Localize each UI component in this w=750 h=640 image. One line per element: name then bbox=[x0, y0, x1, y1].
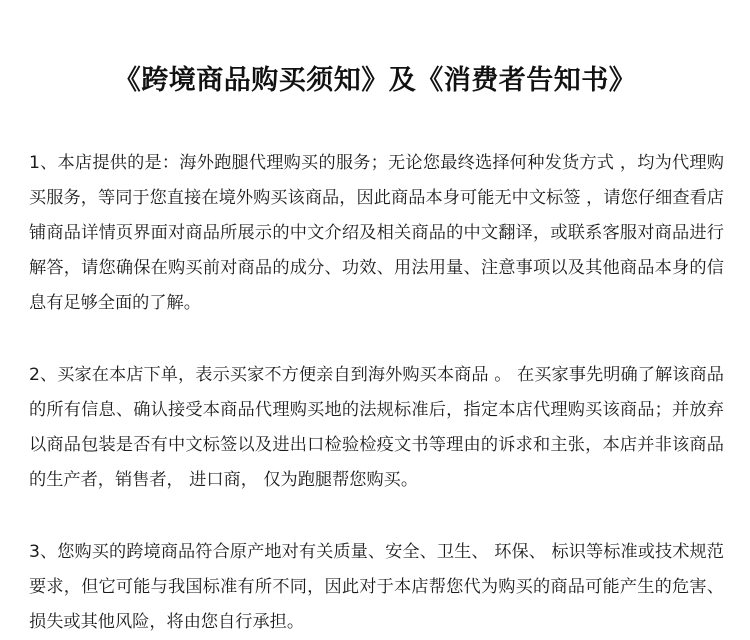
paragraph-3: 3、您购买的跨境商品符合原产地对有关质量、安全、卫生、 环保、 标识等标准或技术规范要求，但它可能与我国标准有所不同，因此对于本店帮您代为购买的商品可能产生的危害、损失或其他风险，将由您自行承担。 bbox=[29, 542, 724, 632]
paragraph-1: 1、本店提供的是：海外跑腿代理购买的服务；无论您最终选择何种发货方式 ，均为代理购买服务，等同于您直接在境外购买该商品，因此商品本身可能无中文标签 ，请您仔细查看店铺商品详情页界面对商品所展示的中文介绍及相关商品的中文翻译，或联系客服对商品进行解答，请您确保在购买前对商品的成分、功效、用法用量、注意事项以及其他商品本身的信息有足够全面的了解。 bbox=[29, 153, 724, 313]
page-title: 《跨境商品购买须知》及《消费者告知书》 bbox=[113, 65, 637, 96]
notice-body bbox=[29, 146, 724, 640]
paragraph-2: 2、买家在本店下单，表示买家不方便亲自到海外购买本商品 。 在买家事先明确了解该商品的所有信息、确认接受本商品代理购买地的法规标准后，指定本店代理购买该商品；并放弃以商品包装是否有中文标签以及进出口检验检疫文书等理由的诉求和主张，本店并非该商品的生产者，销售者， 进口商， 仅为跑腿帮您购买。 bbox=[29, 365, 724, 490]
